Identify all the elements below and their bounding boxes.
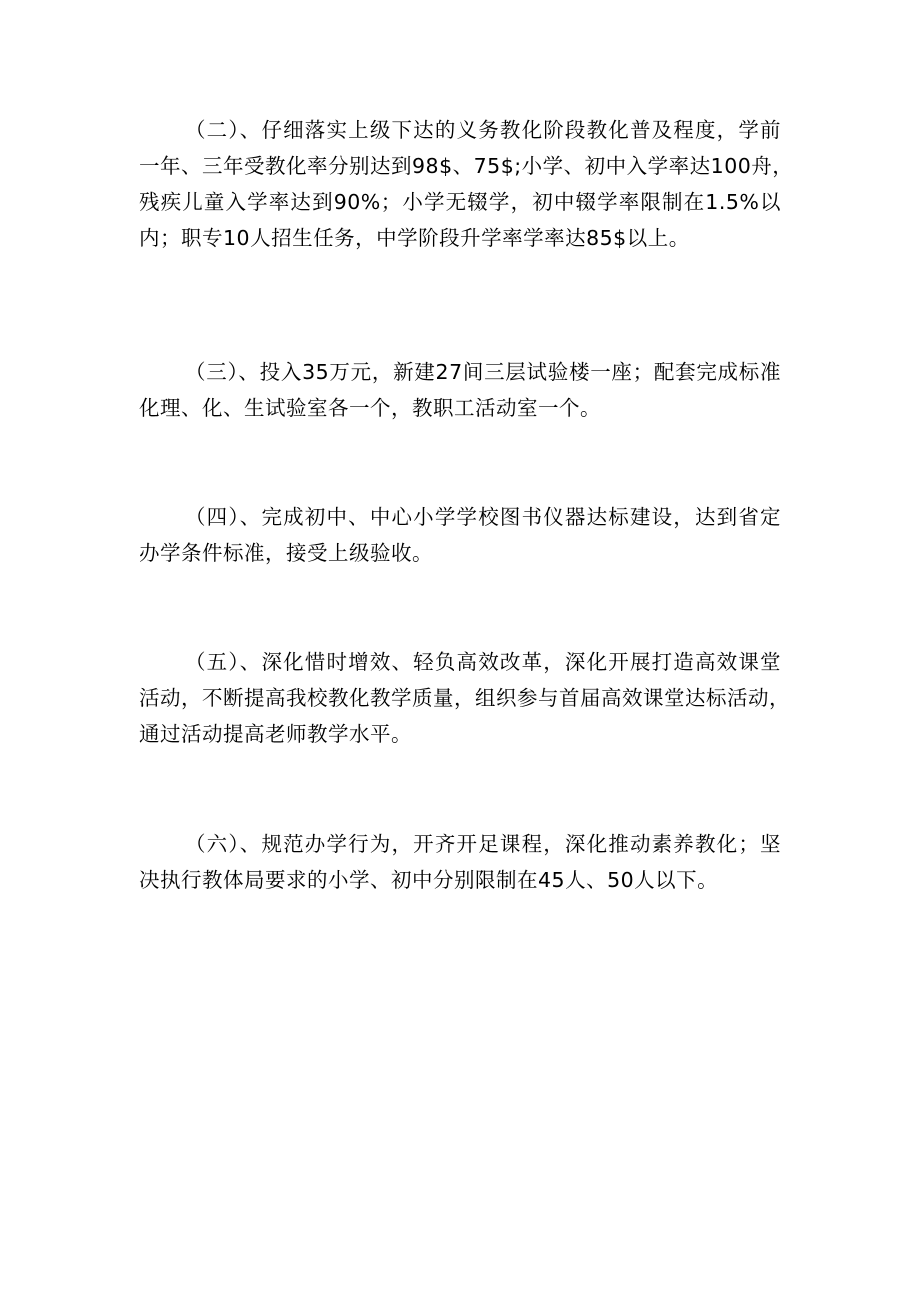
paragraph-line: 通过活动提高老师教学水平。 (139, 722, 412, 746)
paragraph-line: 残疾儿童入学率达到90%；小学无辍学，初中辍学率限制在1.5%以 (139, 190, 781, 214)
paragraph-5-teaching-reform (139, 644, 790, 752)
paragraph-line: （五）、深化惜时增效、轻负高效改革，深化开展打造高效课堂 (185, 650, 781, 674)
paragraph-line: 决执行教体局要求的小学、初中分别限制在45人、50人以下。 (139, 868, 719, 892)
paragraph-line: 化理、化、生试验室各一个，教职工活动室一个。 (139, 396, 601, 420)
paragraph-line: 内；职专10人招生任务，中学阶段升学率学率达85$以上。 (139, 226, 690, 250)
paragraph-2-enrollment-targets (139, 112, 794, 256)
paragraph-line: 办学条件标准，接受上级验收。 (139, 541, 433, 565)
paragraph-line: 一年、三年受教化率分别达到98$、75$;小学、初中入学率达100舟， (139, 154, 794, 178)
paragraph-line: （三）、投入35万元，新建27间三层试验楼一座；配套完成标准 (185, 360, 781, 384)
paragraph-line: （六）、规范办学行为，开齐开足课程，深化推动素养教化；坚 (185, 832, 781, 856)
paragraph-4-library-standards (139, 499, 781, 571)
paragraph-6-school-conduct (139, 826, 781, 898)
paragraph-line: （二）、仔细落实上级下达的义务教化阶段教化普及程度，学前 (185, 118, 781, 142)
paragraph-line: 活动，不断提高我校教化教学质量，组织参与首届高效课堂达标活动， (139, 686, 790, 710)
paragraph-line: （四）、完成初中、中心小学学校图书仪器达标建设，达到省定 (185, 505, 781, 529)
paragraph-3-lab-building (139, 354, 781, 426)
